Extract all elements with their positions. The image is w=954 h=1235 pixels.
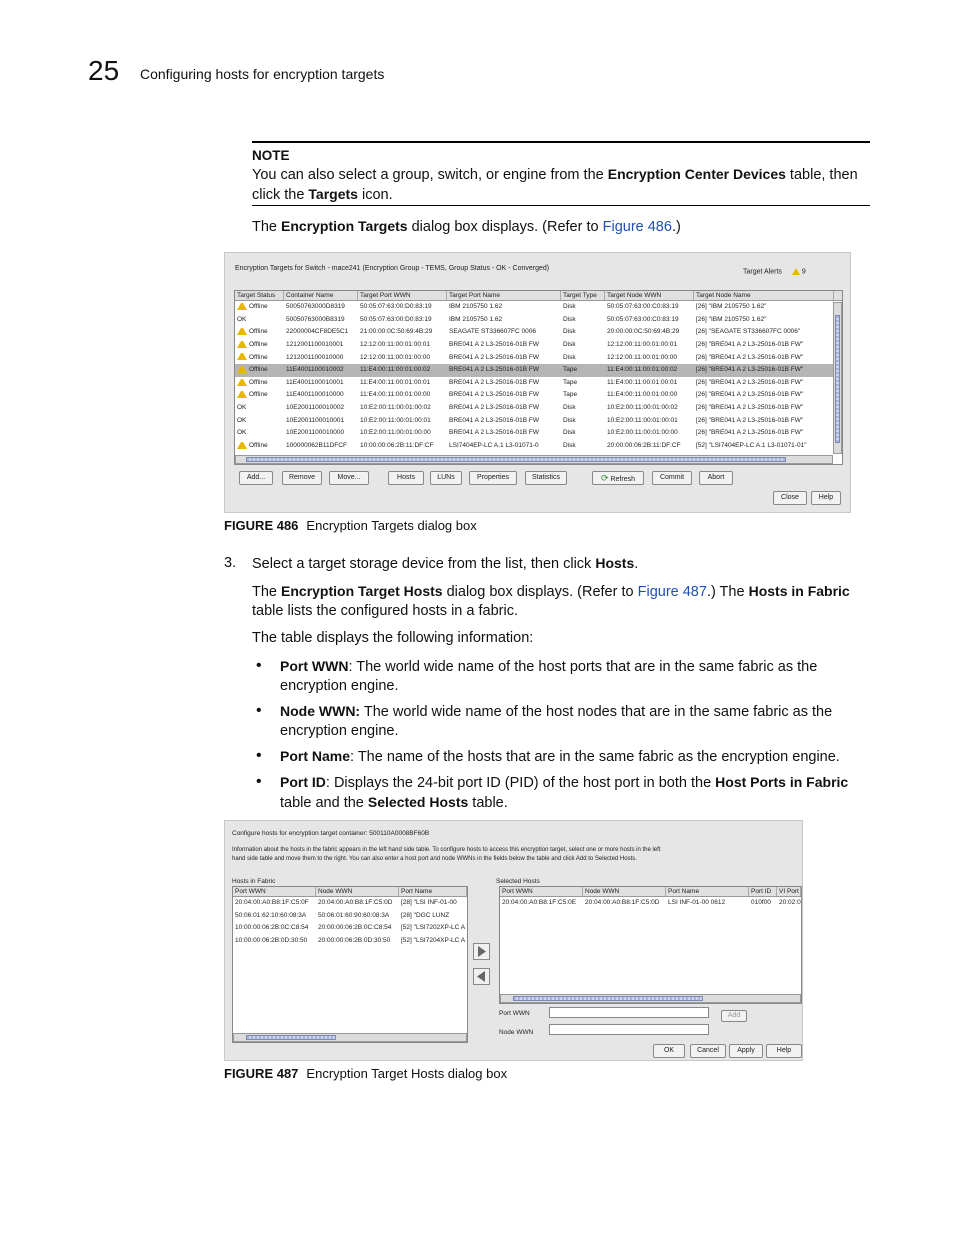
column-header[interactable]: Target Port Name [447,291,561,300]
table-cell: 12:12:00:11:00:01:00:00 [360,353,430,361]
table-cell: Disk [563,341,576,349]
note-block [252,146,870,205]
table-cell: 11E4001100010000 [286,391,344,399]
refresh-button[interactable] [592,471,644,485]
hosts-in-fabric-body [233,897,467,947]
table-row[interactable] [235,377,842,390]
table-cell: 12:12:00:11:00:01:00:01 [360,341,430,349]
properties-button[interactable]: Properties [469,471,517,485]
table-cell: 20:04:00:A0:B8:1F:C5:0F [235,899,309,907]
table-cell: [26] "BRE041 A 2 L3-25016-01B FW" [696,429,804,437]
chapter-title: Configuring hosts for encryption targets [140,66,385,82]
table-cell: BRE041 A 2 L3-25016-01B FW [449,341,539,349]
table-cell: 10:E2:00:11:00:01:00:02 [360,404,431,412]
chapter-number: 25 [88,55,120,86]
table-row[interactable] [235,414,842,427]
dialog-info-line-2: hand side table and move them to the right. You can also enter a host port and node WWNs in the fields below the table and click Add to Selected Hosts. [232,856,637,862]
table-cell: 20:00:00:06:2B:11:DF:CF [607,441,681,449]
column-header[interactable]: Port Name [399,887,467,896]
move-button[interactable]: Move... [329,471,369,485]
figure-487-link[interactable]: Figure 487 [637,584,707,600]
arrow-right-icon [474,944,489,959]
table-row[interactable] [235,301,842,314]
table-cell: Disk [563,416,576,424]
table-cell: SEAGATE ST336607FC 0006 [449,328,536,336]
list-item: • Port WWN: The world wide name of the host ports that are in the same fabric as the encryption engine. [280,657,862,696]
table-cell: Offline [235,327,284,337]
node-wwn-label: Node WWN [499,1029,534,1036]
table-cell: 11E4001100010002 [286,366,344,374]
table-cell: 10E2001100010000 [286,429,345,437]
table-cell: 11E4001100010001 [286,378,344,386]
column-header[interactable]: Port WWN [500,887,583,896]
paragraph-3: The table displays the following information: [252,630,534,646]
table-cell: 11:E4:00:11:00:01:00:00 [360,391,431,399]
hosts-in-fabric-header [233,887,467,897]
column-header[interactable]: Target Node WWN [605,291,694,300]
table-cell: 11:E4:00:11:00:01:00:01 [607,378,678,386]
port-wwn-label: Port WWN [499,1010,530,1017]
table-cell: 10E2001100010001 [286,416,345,424]
warning-icon [237,391,247,398]
scrollbar-thumb[interactable] [246,1035,336,1040]
table-row[interactable] [235,427,842,440]
paragraph-1: The Encryption Targets dialog box displays. (Refer to Figure 486.) [252,218,681,235]
table-cell: Offline [235,353,284,363]
table-cell: [26] "IBM 2105750 1.62" [696,315,767,323]
table-cell: 10:00:00:06:2B:0C:C8:54 [235,924,309,932]
refresh-label: Refresh [610,476,635,483]
note-bottom-rule [252,205,870,206]
note-text: You can also select a group, switch, or engine from the Encryption Center Devices table, then click the Targets icon. [252,166,858,203]
table-cell: Offline [235,365,284,375]
table-cell: Disk [563,353,576,361]
scrollbar-thumb[interactable] [513,996,703,1001]
table-cell: 10E2001100010002 [286,404,345,412]
targets-table-body [235,301,842,452]
table-cell: OK [237,429,247,437]
table-cell: 100000062B11DFCF [286,441,347,449]
table-row[interactable] [233,922,467,935]
column-header[interactable]: Node WWN [583,887,666,896]
ok-button[interactable]: OK [653,1044,685,1058]
selected-hosts-table[interactable] [499,886,802,1004]
table-cell: [52] "LSI7202XP-LC A [401,924,466,932]
table-cell: 20:04:00:A0:B8:1F:C5:0E [502,899,577,907]
warning-icon [237,341,247,348]
table-row[interactable] [233,935,467,948]
table-cell: 12:12:00:11:00:01:00:00 [607,353,677,361]
table-cell: Disk [563,315,576,323]
info-list [280,657,862,819]
target-alerts-label: Target Alerts [743,268,782,276]
column-header[interactable]: VI Port [777,887,801,896]
table-cell: 20:00:00:06:2B:0C:C8:54 [318,924,392,932]
table-row[interactable] [500,897,801,910]
dialog-title: Encryption Targets for Switch - mace241 (Encryption Group - TEMS, Group Status - OK - Converged) [235,265,550,272]
scrollbar-thumb[interactable] [246,457,786,462]
table-cell: Offline [235,378,284,388]
targets-table-header [235,291,842,301]
move-left-button[interactable] [473,968,490,985]
table-cell: [26] "BRE041 A 2 L3-25016-01B FW" [696,391,804,399]
help-button[interactable]: Help [811,491,841,505]
table-cell: [26] "BRE041 A 2 L3-25016-01B FW" [696,416,804,424]
paragraph-2: The Encryption Target Hosts dialog box displays. (Refer to Figure 487.) The Hosts in Fabric table lists the configured hosts in a fabric. [252,583,850,619]
table-cell: [28] "DGC LUNZ [401,911,450,919]
table-cell: 20:00:00:0C:50:69:4B:29 [607,328,680,336]
dialog-info-line-1: Information about the hosts in the fabric appears in the left hand side table. To configure hosts to access this encryption target, select one or more hosts in the left [232,847,661,853]
encryption-targets-dialog [224,252,851,513]
add-button[interactable]: Add... [239,471,273,485]
table-cell: 10:E2:00:11:00:01:00:02 [607,404,678,412]
refresh-icon: ⟳ [600,473,609,483]
table-cell: 20:04:00:A0:B8:1F:C5:0D [318,899,393,907]
table-cell: BRE041 A 2 L3-25016-01B FW [449,378,539,386]
table-cell: OK [237,404,247,412]
targets-table[interactable] [234,290,843,465]
help-button[interactable]: Help [766,1044,802,1058]
table-cell: 22000004CF8DE5C1 [286,328,349,336]
luns-button[interactable]: LUNs [430,471,462,485]
selected-hosts-body [500,897,801,910]
list-item: • Port ID: Displays the 24-bit port ID (PID) of the host port in both the Host Ports in Fabric table and the Selected Hosts table. [280,773,862,813]
commit-button[interactable]: Commit [652,471,692,485]
target-alerts[interactable] [743,268,806,275]
horizontal-scrollbar[interactable] [500,994,801,1003]
table-cell: 20:00:00:06:2B:0D:30:50 [318,937,391,945]
column-header[interactable]: Target Node Name [694,291,834,300]
table-cell: LSI INF-01-00 0612 [668,899,726,907]
statistics-button[interactable]: Statistics [525,471,567,485]
table-cell: [26] "BRE041 A 2 L3-25016-01B FW" [696,341,804,349]
table-cell: 50050763000B8319 [286,315,345,323]
table-cell: [26] "BRE041 A 2 L3-25016-01B FW" [696,404,804,412]
table-cell: 10:E2:00:11:00:01:00:01 [360,416,431,424]
table-cell: 10:00:00:06:2B:11:DF:CF [360,441,434,449]
alert-warning-icon [792,268,802,275]
table-cell: BRE041 A 2 L3-25016-01B FW [449,391,539,399]
table-cell: OK [237,416,247,424]
warning-icon [237,353,247,360]
table-cell: 10:E2:00:11:00:01:00:00 [607,429,678,437]
list-item: • Node WWN: The world wide name of the host nodes that are in the same fabric as the encryption engine. [280,702,862,741]
table-cell: Disk [563,328,576,336]
table-cell: [28] "LSI INF-01-00 [401,899,457,907]
figure-487-caption: FIGURE 487 Encryption Target Hosts dialog box [224,1066,508,1081]
table-cell: 50:06:01:62:10:60:08:3A [235,911,307,919]
arrow-left-icon [474,969,489,984]
table-cell: 11:E4:00:11:00:01:00:01 [360,378,431,386]
table-cell: IBM 2105750 1.62 [449,303,503,311]
table-cell: [26] "BRE041 A 2 L3-25016-01B FW" [696,353,804,361]
warning-icon [237,303,247,310]
scrollbar-thumb[interactable] [835,315,840,443]
figure-486-caption: FIGURE 486 Encryption Targets dialog box [224,518,477,533]
table-cell: BRE041 A 2 L3-25016-01B FW [449,366,539,374]
table-cell: Offline [235,302,284,312]
table-cell: LSI7404EP-LC A.1 L3-01071-0 [449,441,539,449]
table-row[interactable] [235,389,842,402]
warning-icon [237,442,247,449]
table-cell: BRE041 A 2 L3-25016-01B FW [449,353,539,361]
table-cell: Disk [563,441,576,449]
horizontal-scrollbar[interactable] [235,455,833,464]
table-cell: 010f00 [751,899,771,907]
close-button[interactable]: Close [773,491,807,505]
table-row[interactable] [233,897,467,910]
table-cell: 11:E4:00:11:00:01:00:00 [607,391,678,399]
horizontal-scrollbar[interactable] [233,1033,467,1042]
column-header[interactable]: Target Type [561,291,605,300]
table-cell: Disk [563,429,576,437]
table-cell: Disk [563,404,576,412]
table-cell: 12:12:00:11:00:01:00:01 [607,341,677,349]
vertical-scrollbar[interactable] [833,302,842,454]
column-header[interactable]: Target Port WWN [358,291,447,300]
table-cell: 10:E2:00:11:00:01:00:00 [360,429,431,437]
hosts-in-fabric-label: Hosts in Fabric [232,878,276,885]
table-cell: 1212001100010000 [286,353,344,361]
table-cell: [26] "SEAGATE ST336607FC 0006" [696,328,801,336]
column-header[interactable]: Port WWN [233,887,316,896]
target-alerts-count: 9 [801,268,806,276]
table-cell: Disk [563,303,576,311]
table-cell: Tape [563,391,578,399]
table-row[interactable] [235,402,842,415]
table-cell: Offline [235,441,284,451]
column-header[interactable]: Node WWN [316,887,399,896]
table-cell: 10:E2:00:11:00:01:00:01 [607,416,678,424]
node-wwn-input[interactable] [549,1024,709,1035]
move-right-button[interactable] [473,943,490,960]
table-cell: Tape [563,366,578,374]
figure-486-link[interactable]: Figure 486 [602,219,672,235]
table-cell: [52] "LSI7204XP-LC A [401,937,466,945]
table-cell: BRE041 A 2 L3-25016-01B FW [449,429,539,437]
table-row[interactable] [235,440,842,453]
note-top-rule [252,141,870,143]
column-header[interactable]: Target Status [235,291,284,300]
table-cell: [26] "BRE041 A 2 L3-25016-01B FW" [696,378,804,386]
table-cell: 11:E4:00:11:00:01:00:02 [607,366,678,374]
table-cell: [52] "LSI7404EP-LC A.1 L3-01071-01" [696,441,807,449]
table-cell: Offline [235,340,284,350]
warning-icon [237,328,247,335]
table-row[interactable] [235,326,842,339]
table-cell: 50:05:07:63:00:D0:83:19 [360,303,432,311]
table-cell: 50:05:07:63:00:C0:83:19 [607,303,679,311]
table-row[interactable] [235,351,842,364]
table-cell: Offline [235,390,284,400]
dialog-title: Configure hosts for encryption target container: 500110A0008BF60B [232,830,430,837]
warning-icon [237,379,247,386]
selected-hosts-header [500,887,801,897]
table-cell: 11:E4:00:11:00:01:00:02 [360,366,431,374]
hosts-in-fabric-table[interactable] [232,886,468,1043]
encryption-target-hosts-dialog [224,820,803,1061]
table-row[interactable] [235,314,842,327]
add-host-button[interactable]: Add [721,1010,747,1022]
port-wwn-input[interactable] [549,1007,709,1018]
column-header[interactable]: Port Name [666,887,749,896]
table-row[interactable] [235,364,842,377]
column-header[interactable]: Port ID [749,887,777,896]
apply-button[interactable]: Apply [729,1044,763,1058]
table-cell: 50:05:07:63:00:D0:83:19 [360,315,432,323]
step-3-text: Select a target storage device from the list, then click Hosts. [252,555,639,572]
table-cell: 20:04:00:A0:B8:1F:C5:0D [585,899,660,907]
table-cell: BRE041 A 2 L3-25016-01B FW [449,404,539,412]
table-cell: IBM 2105750 1.62 [449,315,503,323]
table-cell: 50:05:07:63:00:C0:83:19 [607,315,679,323]
table-cell: 21:00:00:0C:50:69:4B:29 [360,328,433,336]
abort-button[interactable]: Abort [699,471,733,485]
hosts-button[interactable]: Hosts [388,471,424,485]
note-label: NOTE [252,148,290,163]
step-3-number: 3. [224,555,237,571]
table-cell: Tape [563,378,578,386]
table-cell: 10:00:00:06:2B:0D:30:50 [235,937,308,945]
selected-hosts-label: Selected Hosts [496,878,540,885]
column-header[interactable]: Container Name [284,291,358,300]
warning-icon [237,366,247,373]
table-cell: BRE041 A 2 L3-25016-01B FW [449,416,539,424]
table-cell: 20:02:0 [779,899,801,907]
list-item: • Port Name: The name of the hosts that are in the same fabric as the encryption engine. [280,747,862,767]
cancel-button[interactable]: Cancel [690,1044,726,1058]
table-cell: [26] "BRE041 A 2 L3-25016-01B FW" [696,366,804,374]
table-cell: 50:06:01:60:90:60:08:3A [318,911,390,919]
table-row[interactable] [233,910,467,923]
remove-button[interactable]: Remove [282,471,322,485]
table-cell: OK [237,315,247,323]
table-cell: 1212001100010001 [286,341,344,349]
table-cell: 50050763000D8319 [286,303,345,311]
table-cell: [26] "IBM 2105750 1.62" [696,303,767,311]
table-row[interactable] [235,339,842,352]
